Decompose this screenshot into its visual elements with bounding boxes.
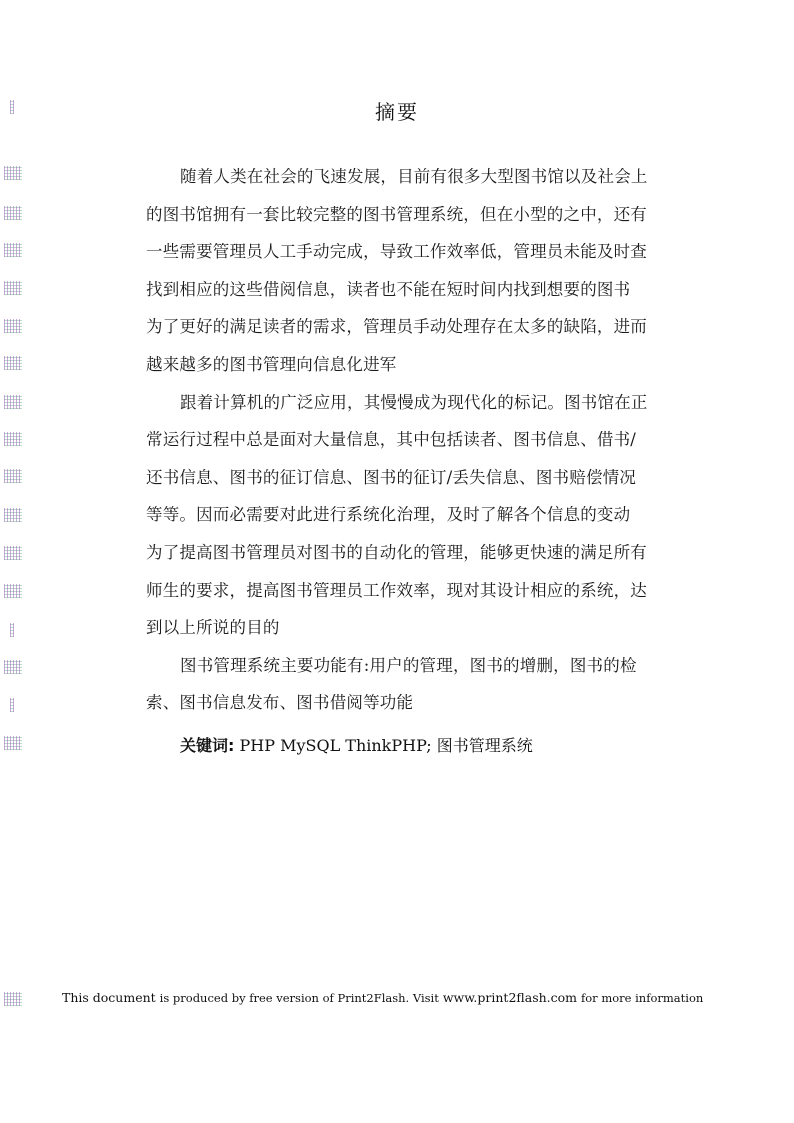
text-line: 索、图书信息发布、图书借阅等功能	[146, 693, 414, 713]
margin-mark	[4, 281, 22, 295]
margin-mark	[4, 660, 22, 674]
footer-text: This document	[62, 990, 156, 1005]
footer-text: for more information	[581, 991, 704, 1005]
margin-mark	[4, 432, 22, 446]
margin-mark	[10, 623, 14, 637]
margin-mark	[4, 166, 22, 180]
margin-mark	[4, 356, 22, 370]
margin-mark	[4, 584, 22, 598]
margin-mark	[4, 736, 22, 750]
text-line: 常运行过程中总是面对大量信息，其中包括读者、图书信息、借书/	[146, 430, 637, 450]
margin-artifacts	[4, 0, 24, 1123]
keywords-line	[180, 733, 533, 756]
margin-mark	[4, 508, 22, 522]
text-line: 为了提高图书管理员对图书的自动化的管理，能够更快速的满足所有	[146, 542, 647, 562]
text-line: 图书管理系统主要功能有:用户的管理，图书的增删，图书的检	[180, 655, 637, 675]
text-line: 跟着计算机的广泛应用，其慢慢成为现代化的标记。图书馆在正	[180, 392, 648, 412]
margin-mark	[4, 546, 22, 560]
page-title: 摘要	[375, 100, 419, 124]
margin-mark	[4, 469, 22, 483]
text-line: 随着人类在社会的飞速发展，目前有很多大型图书馆以及社会上	[180, 167, 648, 186]
keywords-label: 关键词:	[180, 736, 235, 755]
text-line: 还书信息、图书的征订信息、图书的征订/丢失信息、图书赔偿情况	[146, 467, 637, 487]
margin-mark	[4, 243, 22, 257]
text-line: 的图书馆拥有一套比较完整的图书管理系统，但在小型的之中，还有	[146, 204, 647, 224]
text-line: 一些需要管理员人工手动完成，导致工作效率低，管理员未能及时查	[146, 242, 647, 262]
margin-mark	[4, 395, 22, 409]
margin-mark	[4, 206, 22, 220]
margin-mark	[4, 992, 22, 1006]
margin-mark	[10, 698, 14, 712]
text-line: 师生的要求，提高图书管理员工作效率，现对其设计相应的系统，达	[146, 580, 647, 600]
text-line: 找到相应的这些借阅信息，读者也不能在短时间内找到想要的图书	[146, 279, 631, 299]
keywords-text: PHP MySQL ThinkPHP; 图书管理系统	[239, 736, 533, 755]
text-line: 等等。因而必需要对此进行系统化治理，及时了解各个信息的变动	[146, 505, 631, 525]
watermark-footer	[62, 990, 703, 1005]
margin-mark	[4, 319, 22, 333]
text-line: 越来越多的图书管理向信息化进军	[146, 354, 397, 374]
footer-text: is produced by free version of Print2Flash. Visit	[159, 991, 439, 1005]
text-line: 为了更好的满足读者的需求，管理员手动处理存在太多的缺陷，进而	[146, 317, 647, 337]
text-line: 到以上所说的目的	[146, 618, 280, 638]
footer-link[interactable]: www.print2flash.com	[442, 990, 578, 1005]
abstract-body	[146, 158, 656, 722]
